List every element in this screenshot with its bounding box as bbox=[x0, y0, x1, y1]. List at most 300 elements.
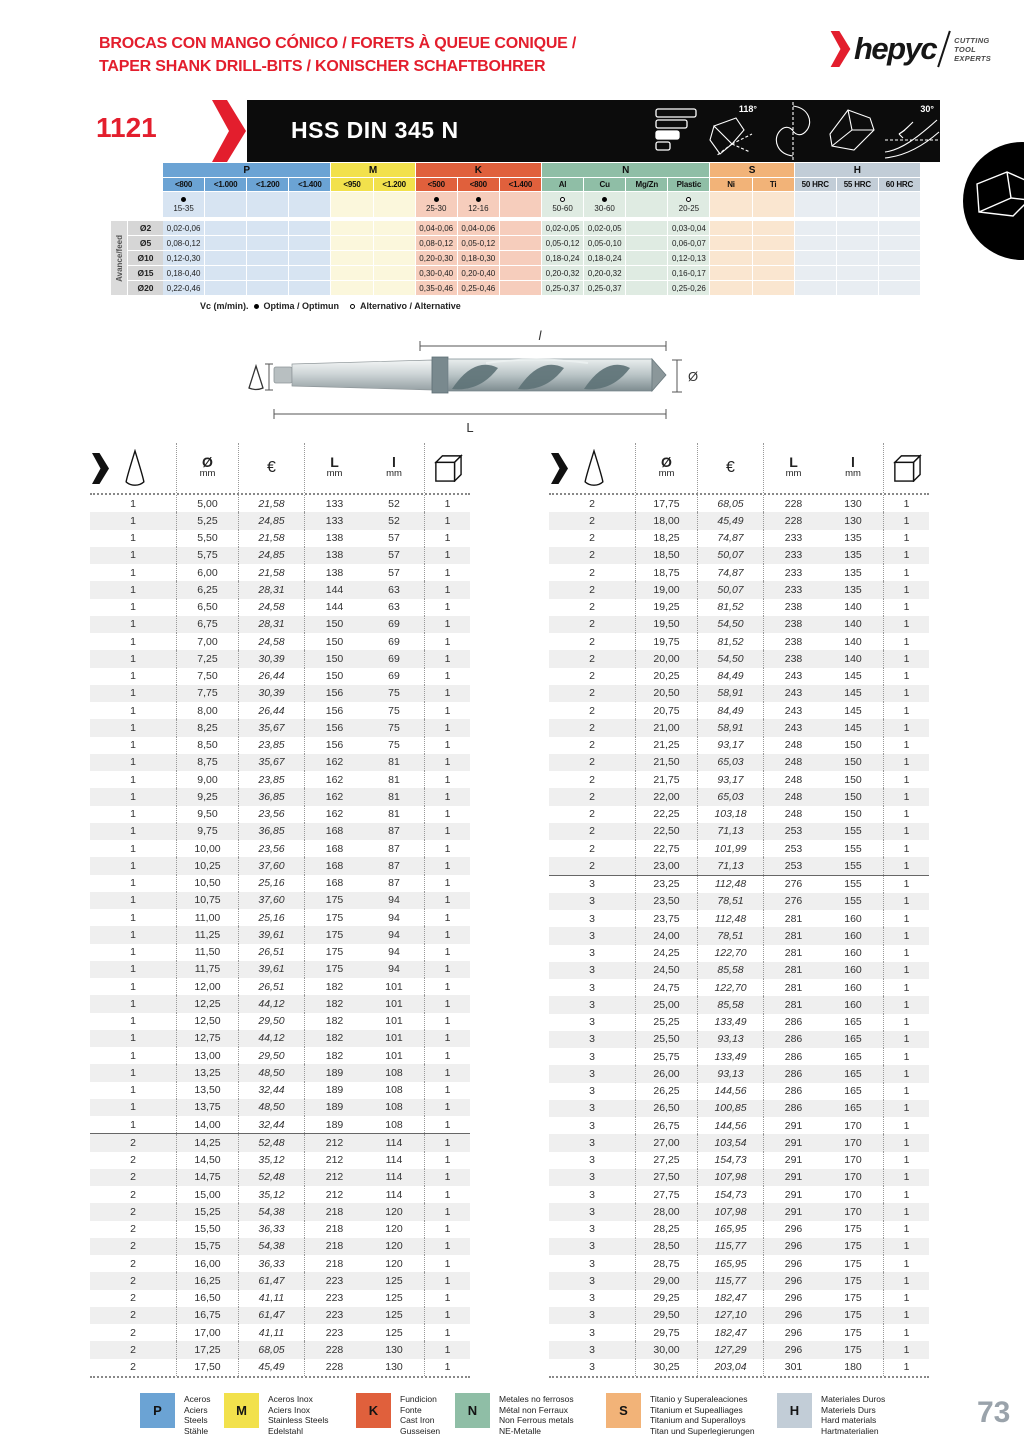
total-length-unit: mm bbox=[785, 468, 802, 479]
feed-cell bbox=[247, 221, 288, 235]
diameter-label-column bbox=[128, 221, 163, 295]
feed-cell bbox=[710, 266, 751, 280]
cell-price: 78,51 bbox=[697, 893, 763, 910]
table-row bbox=[549, 1031, 929, 1048]
cell-price: 203,04 bbox=[697, 1359, 763, 1376]
cell-taper: 1 bbox=[130, 1118, 136, 1131]
cell-price: 100,85 bbox=[697, 1100, 763, 1117]
cell-flute-length: 94 bbox=[388, 911, 400, 924]
cell-diameter: 14,50 bbox=[176, 1152, 238, 1169]
cell-price: 48,50 bbox=[238, 1099, 304, 1116]
cell-diameter: 18,25 bbox=[635, 530, 697, 547]
table-row bbox=[90, 926, 470, 943]
cell-taper: 3 bbox=[589, 998, 595, 1011]
cell-taper: 2 bbox=[589, 739, 595, 752]
table-row bbox=[90, 547, 470, 564]
cell-diameter: 21,00 bbox=[635, 719, 697, 736]
material-legend-item-P bbox=[140, 1393, 210, 1436]
cell-pack-qty: 1 bbox=[424, 823, 470, 840]
cell-taper: 2 bbox=[130, 1154, 136, 1167]
cell-total-length: 286 bbox=[763, 1083, 823, 1100]
cell-taper: 2 bbox=[130, 1292, 136, 1305]
vc-range: 12-16 bbox=[468, 203, 489, 213]
cell-flute-length: 175 bbox=[844, 1274, 862, 1287]
table-row bbox=[549, 530, 929, 547]
cell-diameter: 26,25 bbox=[635, 1083, 697, 1100]
cell-diameter: 23,00 bbox=[635, 857, 697, 874]
cell-total-length: 189 bbox=[304, 1064, 364, 1081]
material-legend-line: Metales no ferrosos bbox=[499, 1394, 574, 1404]
feed-cell: 0,20-0,30 bbox=[416, 251, 457, 265]
material-subheader: Plastic bbox=[668, 178, 709, 191]
table-row bbox=[90, 1203, 470, 1220]
cell-price: 71,13 bbox=[697, 857, 763, 874]
table-row bbox=[549, 962, 929, 979]
feed-cell bbox=[710, 236, 751, 250]
material-group-header-H: H bbox=[795, 163, 920, 177]
material-legend-item-N bbox=[455, 1393, 574, 1436]
cell-flute-length: 155 bbox=[844, 895, 862, 908]
cell-total-length: 189 bbox=[304, 1116, 364, 1133]
vc-cell bbox=[331, 192, 372, 217]
material-legend-text bbox=[650, 1393, 755, 1436]
cell-pack-qty: 1 bbox=[424, 909, 470, 926]
cell-total-length: 168 bbox=[304, 823, 364, 840]
header-diameter bbox=[176, 443, 238, 493]
vc-cell bbox=[879, 192, 920, 217]
cell-pack-qty: 1 bbox=[424, 978, 470, 995]
cell-flute-length: 160 bbox=[844, 998, 862, 1011]
table-row bbox=[90, 754, 470, 771]
cell-total-length: 238 bbox=[763, 633, 823, 650]
cell-flute-length: 160 bbox=[844, 964, 862, 977]
cell-flute-length: 140 bbox=[844, 652, 862, 665]
cell-flute-length: 155 bbox=[844, 825, 862, 838]
table-row bbox=[549, 1169, 929, 1186]
cell-price: 65,03 bbox=[697, 754, 763, 771]
cell-diameter: 14,25 bbox=[176, 1134, 238, 1151]
cell-price: 44,12 bbox=[238, 995, 304, 1012]
cell-flute-length: 108 bbox=[385, 1118, 403, 1131]
cell-flute-length: 135 bbox=[844, 566, 862, 579]
cell-flute-length: 81 bbox=[388, 756, 400, 769]
table-row bbox=[90, 995, 470, 1012]
material-group-header-N: N bbox=[542, 163, 709, 177]
cell-pack-qty: 1 bbox=[883, 633, 929, 650]
cell-pack-qty: 1 bbox=[883, 1324, 929, 1341]
material-legend-line: Materiales Duros bbox=[821, 1394, 886, 1404]
cell-pack-qty: 1 bbox=[883, 530, 929, 547]
cell-total-length: 296 bbox=[763, 1238, 823, 1255]
cell-price: 36,85 bbox=[238, 788, 304, 805]
feed-diameter-label: Ø2 bbox=[128, 221, 163, 235]
diameter-symbol: Ø bbox=[202, 454, 213, 470]
cell-flute-length: 52 bbox=[388, 514, 400, 527]
feed-cell: 0,25-0,46 bbox=[458, 281, 499, 295]
material-subheader: 55 HRC bbox=[837, 178, 878, 191]
cell-diameter: 10,25 bbox=[176, 857, 238, 874]
cell-total-length: 296 bbox=[763, 1272, 823, 1289]
cell-total-length: 248 bbox=[763, 754, 823, 771]
cell-price: 32,44 bbox=[238, 1116, 304, 1133]
cell-pack-qty: 1 bbox=[424, 1169, 470, 1186]
header-icons-cell bbox=[90, 443, 176, 493]
cell-flute-length: 120 bbox=[385, 1223, 403, 1236]
feed-cell bbox=[331, 251, 372, 265]
feed-cell: 0,02-0,05 bbox=[584, 221, 625, 235]
cell-pack-qty: 1 bbox=[883, 564, 929, 581]
cell-taper: 1 bbox=[130, 877, 136, 890]
table-row bbox=[549, 581, 929, 598]
cell-diameter: 10,75 bbox=[176, 892, 238, 909]
feed-cell bbox=[331, 281, 372, 295]
filled-dot-icon bbox=[434, 197, 439, 202]
cell-price: 24,58 bbox=[238, 633, 304, 650]
cell-price: 93,13 bbox=[697, 1031, 763, 1048]
cell-diameter: 12,00 bbox=[176, 978, 238, 995]
cell-total-length: 212 bbox=[304, 1169, 364, 1186]
cell-taper: 1 bbox=[130, 997, 136, 1010]
cell-diameter: 21,75 bbox=[635, 771, 697, 788]
cell-pack-qty: 1 bbox=[424, 1186, 470, 1203]
feed-cell bbox=[247, 281, 288, 295]
vc-cell bbox=[416, 192, 457, 217]
cell-total-length: 182 bbox=[304, 978, 364, 995]
filled-dot-icon bbox=[254, 304, 259, 309]
cell-total-length: 189 bbox=[304, 1099, 364, 1116]
cell-total-length: 223 bbox=[304, 1272, 364, 1289]
cell-pack-qty: 1 bbox=[424, 1152, 470, 1169]
feed-cell bbox=[795, 266, 836, 280]
logo-chevron-icon bbox=[830, 31, 851, 67]
cell-taper: 1 bbox=[130, 704, 136, 717]
feed-cell bbox=[879, 281, 920, 295]
cell-total-length: 162 bbox=[304, 754, 364, 771]
feed-cell bbox=[500, 221, 541, 235]
table-row bbox=[90, 530, 470, 547]
cell-price: 107,98 bbox=[697, 1169, 763, 1186]
material-legend-line: Steels bbox=[184, 1415, 208, 1426]
cell-total-length: 276 bbox=[763, 893, 823, 910]
feed-cell bbox=[289, 266, 330, 280]
cell-flute-length: 114 bbox=[385, 1188, 403, 1201]
cell-flute-length: 135 bbox=[844, 549, 862, 562]
cell-total-length: 286 bbox=[763, 1031, 823, 1048]
cell-taper: 1 bbox=[130, 1032, 136, 1045]
cell-taper: 1 bbox=[130, 687, 136, 700]
cell-pack-qty: 1 bbox=[424, 806, 470, 823]
feed-cell: 0,08-0,12 bbox=[416, 236, 457, 250]
feed-cell: 0,05-0,12 bbox=[458, 236, 499, 250]
cell-taper: 2 bbox=[589, 635, 595, 648]
cell-total-length: 296 bbox=[763, 1221, 823, 1238]
cell-flute-length: 114 bbox=[385, 1154, 403, 1167]
cell-diameter: 14,75 bbox=[176, 1169, 238, 1186]
cell-diameter: 19,75 bbox=[635, 633, 697, 650]
cell-taper: 2 bbox=[130, 1188, 136, 1201]
cell-price: 52,48 bbox=[238, 1134, 304, 1151]
cell-price: 84,49 bbox=[697, 702, 763, 719]
table-row bbox=[90, 564, 470, 581]
cell-pack-qty: 1 bbox=[883, 996, 929, 1013]
diameter-label: Ø bbox=[688, 369, 699, 384]
cell-price: 54,38 bbox=[238, 1203, 304, 1220]
logo-brand-text: hepyc bbox=[854, 31, 937, 66]
material-letter-N: N bbox=[455, 1393, 490, 1428]
table-row bbox=[90, 840, 470, 857]
cell-taper: 3 bbox=[589, 947, 595, 960]
cell-price: 36,33 bbox=[238, 1221, 304, 1238]
cell-taper: 1 bbox=[130, 566, 136, 579]
taper-cone-icon bbox=[582, 449, 606, 487]
cell-pack-qty: 1 bbox=[424, 1255, 470, 1272]
cell-price: 122,70 bbox=[697, 945, 763, 962]
cell-flute-length: 94 bbox=[388, 946, 400, 959]
cell-pack-qty: 1 bbox=[883, 1134, 929, 1151]
cell-price: 25,16 bbox=[238, 909, 304, 926]
cell-flute-length: 101 bbox=[385, 980, 403, 993]
cell-total-length: 296 bbox=[763, 1255, 823, 1272]
cell-pack-qty: 1 bbox=[424, 581, 470, 598]
cell-taper: 2 bbox=[130, 1274, 136, 1287]
cell-taper: 1 bbox=[130, 739, 136, 752]
cell-taper: 3 bbox=[589, 1257, 595, 1270]
material-subheader: <950 bbox=[331, 178, 372, 191]
cell-flute-length: 57 bbox=[388, 532, 400, 545]
price-table-body bbox=[549, 495, 929, 1378]
open-dot-icon bbox=[686, 197, 691, 202]
cell-total-length: 291 bbox=[763, 1203, 823, 1220]
feed-cell: 0,16-0,17 bbox=[668, 266, 709, 280]
cell-price: 37,60 bbox=[238, 857, 304, 874]
table-row bbox=[549, 1324, 929, 1341]
cell-taper: 1 bbox=[130, 963, 136, 976]
cell-taper: 2 bbox=[130, 1257, 136, 1270]
cell-total-length: 168 bbox=[304, 875, 364, 892]
cell-taper: 3 bbox=[589, 1292, 595, 1305]
cell-flute-length: 69 bbox=[388, 652, 400, 665]
table-row bbox=[90, 512, 470, 529]
diameter-unit: mm bbox=[658, 468, 675, 479]
filled-dot-icon bbox=[602, 197, 607, 202]
cell-total-length: 301 bbox=[763, 1359, 823, 1376]
cell-total-length: 281 bbox=[763, 927, 823, 944]
point-angle-label: 118° bbox=[738, 104, 757, 114]
cell-taper: 1 bbox=[130, 652, 136, 665]
cell-total-length: 168 bbox=[304, 857, 364, 874]
cell-pack-qty: 1 bbox=[883, 1359, 929, 1376]
cell-price: 39,61 bbox=[238, 961, 304, 978]
cell-total-length: 144 bbox=[304, 599, 364, 616]
table-row bbox=[549, 616, 929, 633]
cell-taper: 3 bbox=[589, 1119, 595, 1132]
cell-taper: 2 bbox=[130, 1240, 136, 1253]
brand-logo bbox=[830, 30, 991, 68]
cell-flute-length: 145 bbox=[844, 687, 862, 700]
cell-total-length: 243 bbox=[763, 719, 823, 736]
cell-pack-qty: 1 bbox=[883, 599, 929, 616]
cell-taper: 1 bbox=[130, 808, 136, 821]
table-row bbox=[90, 806, 470, 823]
cell-pack-qty: 1 bbox=[883, 668, 929, 685]
cell-total-length: 253 bbox=[763, 840, 823, 857]
taper-cone-icon bbox=[123, 449, 147, 487]
product-title-bar bbox=[247, 100, 940, 162]
feed-cell bbox=[626, 236, 667, 250]
product-code-chevron-icon bbox=[211, 100, 247, 162]
feed-cell bbox=[500, 236, 541, 250]
cell-price: 23,85 bbox=[238, 771, 304, 788]
cell-total-length: 291 bbox=[763, 1186, 823, 1203]
cell-total-length: 291 bbox=[763, 1169, 823, 1186]
material-subheader: 50 HRC bbox=[795, 178, 836, 191]
cell-diameter: 5,25 bbox=[176, 512, 238, 529]
cell-diameter: 8,00 bbox=[176, 702, 238, 719]
cell-flute-length: 150 bbox=[844, 739, 862, 752]
cell-diameter: 16,25 bbox=[176, 1272, 238, 1289]
cell-diameter: 13,00 bbox=[176, 1047, 238, 1064]
feed-cell: 0,22-0,46 bbox=[163, 281, 204, 295]
cell-taper: 2 bbox=[130, 1171, 136, 1184]
cell-taper: 1 bbox=[130, 946, 136, 959]
material-legend-line: Aceros Inox bbox=[268, 1394, 313, 1404]
cell-taper: 1 bbox=[130, 842, 136, 855]
cell-price: 112,48 bbox=[697, 910, 763, 927]
table-row bbox=[549, 945, 929, 962]
cell-diameter: 20,00 bbox=[635, 650, 697, 667]
material-legend-line: Hard materials bbox=[821, 1415, 877, 1426]
cell-price: 35,67 bbox=[238, 719, 304, 736]
feed-cell bbox=[331, 221, 372, 235]
table-row bbox=[549, 979, 929, 996]
cell-pack-qty: 1 bbox=[424, 840, 470, 857]
cell-price: 23,56 bbox=[238, 840, 304, 857]
cell-total-length: 138 bbox=[304, 530, 364, 547]
vc-cell bbox=[247, 192, 288, 217]
material-legend-line: Non Ferrous metals bbox=[499, 1415, 574, 1426]
material-legend-line: Cast Iron bbox=[400, 1415, 435, 1426]
cell-pack-qty: 1 bbox=[883, 857, 929, 874]
table-row bbox=[90, 961, 470, 978]
cell-pack-qty: 1 bbox=[424, 995, 470, 1012]
table-row bbox=[549, 1359, 929, 1376]
cell-pack-qty: 1 bbox=[883, 1290, 929, 1307]
cell-pack-qty: 1 bbox=[883, 1083, 929, 1100]
cell-flute-length: 81 bbox=[388, 773, 400, 786]
cell-taper: 1 bbox=[130, 583, 136, 596]
cell-taper: 3 bbox=[589, 1171, 595, 1184]
cell-diameter: 12,50 bbox=[176, 1013, 238, 1030]
cell-pack-qty: 1 bbox=[883, 1031, 929, 1048]
cell-flute-length: 145 bbox=[844, 704, 862, 717]
cell-total-length: 156 bbox=[304, 685, 364, 702]
material-subheader: <1.200 bbox=[374, 178, 415, 191]
vc-cell bbox=[753, 192, 794, 217]
cell-total-length: 253 bbox=[763, 823, 823, 840]
feed-cell bbox=[500, 281, 541, 295]
vc-legend-optima: Optima / Optimun bbox=[263, 301, 340, 311]
feed-cell bbox=[626, 251, 667, 265]
cell-price: 103,54 bbox=[697, 1134, 763, 1151]
cell-pack-qty: 1 bbox=[424, 547, 470, 564]
material-subheader: <1.400 bbox=[500, 178, 541, 191]
table-row bbox=[90, 668, 470, 685]
table-row bbox=[549, 1341, 929, 1358]
cell-diameter: 7,00 bbox=[176, 633, 238, 650]
cell-taper: 2 bbox=[589, 670, 595, 683]
cell-price: 52,48 bbox=[238, 1169, 304, 1186]
cell-taper: 3 bbox=[589, 1343, 595, 1356]
cell-diameter: 15,25 bbox=[176, 1203, 238, 1220]
cell-taper: 2 bbox=[130, 1205, 136, 1218]
cell-total-length: 162 bbox=[304, 788, 364, 805]
cell-pack-qty: 1 bbox=[883, 945, 929, 962]
cell-price: 24,85 bbox=[238, 512, 304, 529]
cell-taper: 3 bbox=[589, 878, 595, 891]
feed-axis-label-text: Avance/feed bbox=[114, 234, 124, 282]
title-line-2: TAPER SHANK DRILL-BITS / KONISCHER SCHAFTBOHRER bbox=[99, 58, 546, 75]
material-subheader: <1.400 bbox=[289, 178, 330, 191]
cell-taper: 2 bbox=[589, 532, 595, 545]
table-row bbox=[90, 719, 470, 736]
material-subheader: Ni bbox=[710, 178, 751, 191]
cell-flute-length: 145 bbox=[844, 721, 862, 734]
table-row bbox=[549, 512, 929, 529]
cell-diameter: 8,75 bbox=[176, 754, 238, 771]
table-row bbox=[549, 719, 929, 736]
cell-flute-length: 94 bbox=[388, 963, 400, 976]
cell-pack-qty: 1 bbox=[883, 840, 929, 857]
cell-pack-qty: 1 bbox=[424, 1064, 470, 1081]
feed-cell: 0,30-0,40 bbox=[416, 266, 457, 280]
cell-diameter: 22,50 bbox=[635, 823, 697, 840]
table-row bbox=[549, 1272, 929, 1289]
material-subheader: <1.200 bbox=[247, 178, 288, 191]
cell-pack-qty: 1 bbox=[424, 599, 470, 616]
cell-price: 25,16 bbox=[238, 875, 304, 892]
cell-total-length: 228 bbox=[763, 495, 823, 512]
cell-pack-qty: 1 bbox=[883, 771, 929, 788]
tagline-line: EXPERTS bbox=[954, 53, 992, 63]
cell-price: 103,18 bbox=[697, 806, 763, 823]
cell-taper: 2 bbox=[589, 601, 595, 614]
cell-diameter: 29,75 bbox=[635, 1324, 697, 1341]
cell-pack-qty: 1 bbox=[424, 788, 470, 805]
cell-taper: 2 bbox=[589, 773, 595, 786]
cell-pack-qty: 1 bbox=[883, 737, 929, 754]
cell-pack-qty: 1 bbox=[424, 1324, 470, 1341]
cell-diameter: 18,00 bbox=[635, 512, 697, 529]
materials-matrix bbox=[163, 163, 920, 295]
material-letter-H: H bbox=[777, 1393, 812, 1428]
cell-pack-qty: 1 bbox=[424, 530, 470, 547]
cell-price: 107,98 bbox=[697, 1203, 763, 1220]
cell-taper: 3 bbox=[589, 1326, 595, 1339]
cell-price: 84,49 bbox=[697, 668, 763, 685]
feed-cell bbox=[289, 281, 330, 295]
cell-taper: 2 bbox=[589, 618, 595, 631]
cell-flute-length: 130 bbox=[844, 497, 862, 510]
cell-taper: 3 bbox=[589, 1067, 595, 1080]
cell-pack-qty: 1 bbox=[424, 961, 470, 978]
cell-price: 93,17 bbox=[697, 771, 763, 788]
header-icons-cell bbox=[549, 443, 635, 493]
cell-diameter: 26,75 bbox=[635, 1117, 697, 1134]
product-icon-strip bbox=[647, 100, 940, 162]
cell-pack-qty: 1 bbox=[883, 1203, 929, 1220]
table-row bbox=[549, 1014, 929, 1031]
cell-flute-length: 108 bbox=[385, 1084, 403, 1097]
